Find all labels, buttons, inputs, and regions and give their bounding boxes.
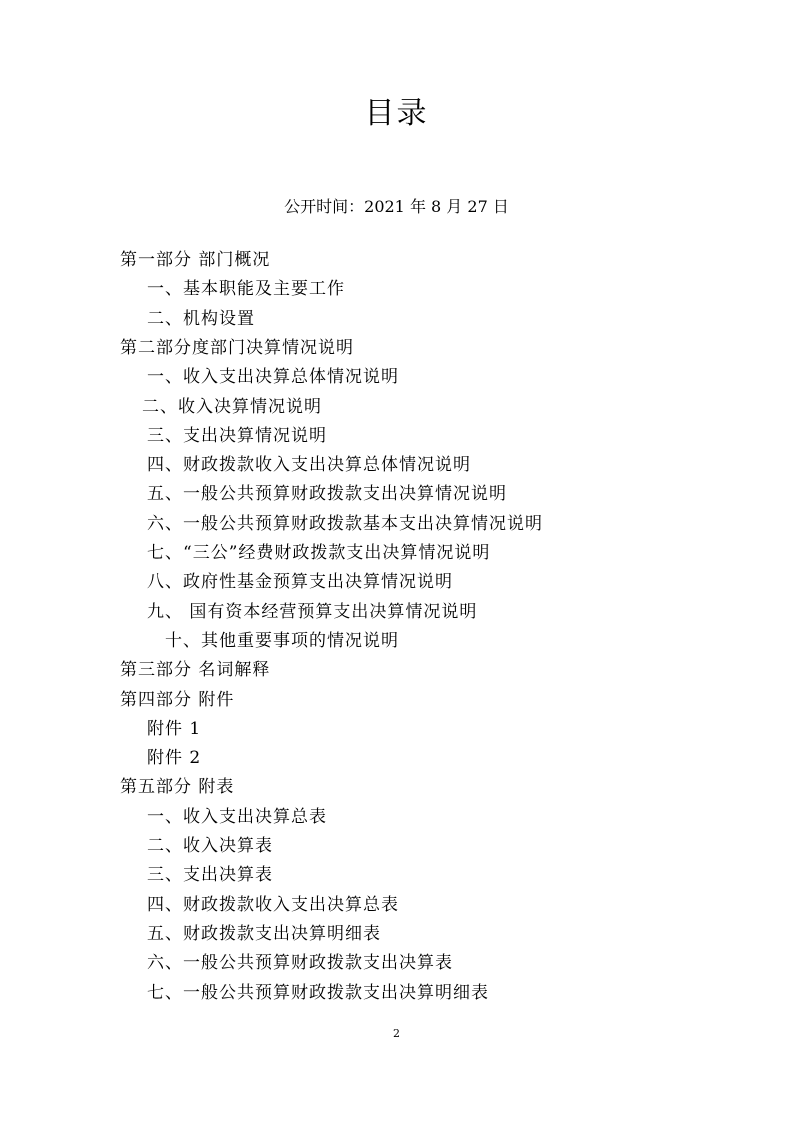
toc-entry-2-9: 九、 国有资本经营预算支出决算情况说明	[147, 601, 478, 622]
document-title: 目录	[364, 96, 429, 131]
toc-entry-2-8: 八、政府性基金预算支出决算情况说明	[147, 572, 453, 593]
toc-entry-2-6: 六、一般公共预算财政拨款基本支出决算情况说明	[147, 513, 543, 534]
toc-entry-part-5: 第五部分 附表	[120, 777, 235, 798]
toc-entry-5-7: 七、一般公共预算财政拨款支出决算明细表	[147, 982, 489, 1003]
toc-entry-5-6: 六、一般公共预算财政拨款支出决算表	[147, 953, 453, 974]
toc-entry-part-2: 第二部分度部门决算情况说明	[120, 337, 354, 358]
toc-entry-5-5: 五、财政拨款支出决算明细表	[147, 923, 381, 944]
toc-entry-2-2: 二、收入决算情况说明	[142, 396, 322, 417]
toc-entry-2-1: 一、收入支出决算总体情况说明	[147, 367, 399, 388]
toc-entry-5-1: 一、收入支出决算总表	[147, 806, 327, 827]
publish-date: 公开时间：2021 年 8 月 27 日	[284, 197, 509, 216]
toc-entry-2-10: 十、其他重要事项的情况说明	[165, 630, 399, 651]
toc-entry-part-1: 第一部分 部门概况	[120, 250, 271, 270]
toc-entry-5-3: 三、支出决算表	[147, 865, 273, 886]
page-number: 2	[393, 1027, 400, 1040]
toc-entry-2-7: 七、“三公”经费财政拨款支出决算情况说明	[147, 543, 491, 563]
toc-entry-4-2: 附件 2	[147, 748, 202, 769]
toc-entry-1-2: 二、机构设置	[147, 308, 255, 329]
toc-entry-2-5: 五、一般公共预算财政拨款支出决算情况说明	[147, 484, 507, 505]
toc-entry-5-2: 二、收入决算表	[147, 836, 273, 856]
toc-entry-2-4: 四、财政拨款收入支出决算总体情况说明	[147, 455, 471, 476]
toc-entry-4-1: 附件 1	[147, 718, 202, 739]
toc-entry-5-4: 四、财政拨款收入支出决算总表	[147, 894, 399, 915]
toc-entry-part-4: 第四部分 附件	[120, 689, 235, 710]
toc-entry-part-3: 第三部分 名词解释	[120, 660, 271, 681]
toc-entry-2-3: 三、支出决算情况说明	[147, 425, 327, 446]
toc-entry-1-1: 一、基本职能及主要工作	[147, 279, 345, 300]
